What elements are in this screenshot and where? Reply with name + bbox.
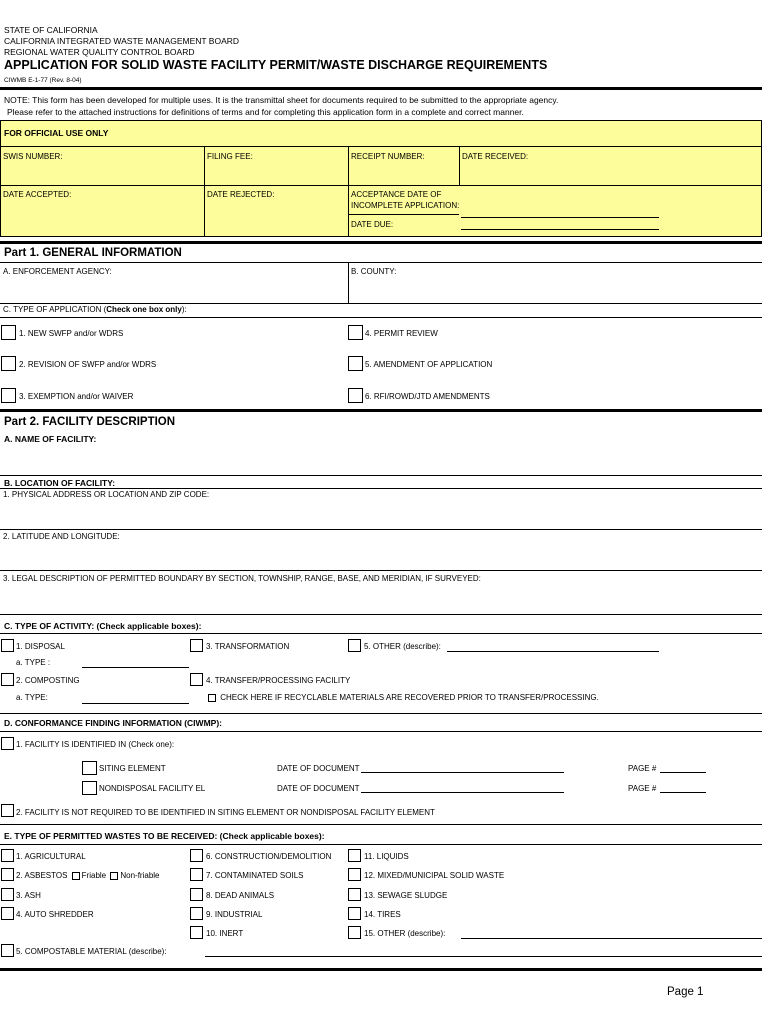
- divider: [0, 824, 762, 825]
- divider: [0, 241, 762, 244]
- acceptance-date-input[interactable]: [461, 217, 659, 218]
- enforcement-agency-label: A. ENFORCEMENT AGENCY:: [3, 267, 112, 276]
- divider: [0, 303, 762, 304]
- legal-description-label: 3. LEGAL DESCRIPTION OF PERMITTED BOUNDARY BY SECTION, TOWNSHIP, RANGE, BASE, AND MERIDIAN, IF SURVEYED:: [3, 574, 481, 583]
- other-activity-checkbox[interactable]: [348, 639, 361, 652]
- identified-label: 1. FACILITY IS IDENTIFIED IN (Check one):: [16, 740, 175, 749]
- amendment-checkbox[interactable]: [348, 356, 363, 371]
- siting-date-label: DATE OF DOCUMENT: [277, 764, 360, 773]
- filing-fee-label: FILING FEE:: [207, 152, 253, 161]
- revision-checkbox[interactable]: [1, 356, 16, 371]
- auto-shredder-label: 4. AUTO SHREDDER: [16, 910, 94, 919]
- recyclable-checkbox[interactable]: [208, 694, 216, 702]
- disposal-type-input[interactable]: [82, 667, 189, 668]
- divider: [0, 262, 762, 263]
- divider: [459, 146, 460, 185]
- siting-page-input[interactable]: [660, 772, 706, 773]
- sewage-sludge-checkbox[interactable]: [348, 888, 361, 901]
- form-id: CIWMB E-1-77 (Rev. 8-04): [4, 77, 82, 84]
- tires-checkbox[interactable]: [348, 907, 361, 920]
- official-use-title: FOR OFFICIAL USE ONLY: [4, 128, 109, 138]
- ash-label: 3. ASH: [16, 891, 41, 900]
- page-number: Page 1: [667, 986, 704, 998]
- contaminated-soils-label: 7. CONTAMINATED SOILS: [206, 871, 304, 880]
- nondisposal-page-input[interactable]: [660, 792, 706, 793]
- wastes-title: E. TYPE OF PERMITTED WASTES TO BE RECEIVED: (Check applicable boxes):: [4, 831, 325, 841]
- new-swfp-checkbox[interactable]: [1, 325, 16, 340]
- compostable-input[interactable]: [205, 956, 762, 957]
- agricultural-checkbox[interactable]: [1, 849, 14, 862]
- exemption-label: 3. EXEMPTION and/or WAIVER: [19, 392, 134, 401]
- transfer-label: 4. TRANSFER/PROCESSING FACILITY: [206, 676, 351, 685]
- identified-checkbox[interactable]: [1, 737, 14, 750]
- construction-checkbox[interactable]: [190, 849, 203, 862]
- mixed-municipal-checkbox[interactable]: [348, 868, 361, 881]
- legal-description-input[interactable]: [0, 614, 762, 615]
- permit-review-label: 4. PERMIT REVIEW: [365, 329, 438, 338]
- form-title: APPLICATION FOR SOLID WASTE FACILITY PERMIT/WASTE DISCHARGE REQUIREMENTS: [4, 58, 548, 72]
- amendment-label: 5. AMENDMENT OF APPLICATION: [365, 360, 493, 369]
- address-input[interactable]: [0, 529, 762, 530]
- type-of-application-label: C. TYPE OF APPLICATION (Check one box only):: [3, 305, 187, 314]
- conformance-title: D. CONFORMANCE FINDING INFORMATION (CIWMP):: [4, 718, 222, 728]
- inert-label: 10. INERT: [206, 929, 244, 938]
- divider: [204, 146, 205, 237]
- composting-label: 2. COMPOSTING: [16, 676, 80, 685]
- county-label: B. COUNTY:: [351, 267, 397, 276]
- asbestos-checkbox[interactable]: [1, 868, 14, 881]
- siting-date-input[interactable]: [361, 772, 564, 773]
- board-label: CALIFORNIA INTEGRATED WASTE MANAGEMENT BOARD: [4, 36, 240, 46]
- liquids-checkbox[interactable]: [348, 849, 361, 862]
- disposal-label: 1. DISPOSAL: [16, 642, 65, 651]
- tires-label: 14. TIRES: [364, 910, 401, 919]
- ash-checkbox[interactable]: [1, 888, 14, 901]
- agricultural-label: 1. AGRICULTURAL: [16, 852, 86, 861]
- siting-element-label: SITING ELEMENT: [99, 764, 166, 773]
- transformation-label: 3. TRANSFORMATION: [206, 642, 290, 651]
- location-label: B. LOCATION OF FACILITY:: [4, 478, 116, 488]
- rfi-label: 6. RFI/ROWD/JTD AMENDMENTS: [365, 392, 490, 401]
- lat-long-input[interactable]: [0, 570, 762, 571]
- other-waste-label: 15. OTHER (describe):: [364, 929, 446, 938]
- rfi-checkbox[interactable]: [348, 388, 363, 403]
- other-waste-checkbox[interactable]: [348, 926, 361, 939]
- address-label: 1. PHYSICAL ADDRESS OR LOCATION AND ZIP CODE:: [3, 490, 210, 499]
- divider: [0, 731, 762, 732]
- exemption-checkbox[interactable]: [1, 388, 16, 403]
- compostable-checkbox[interactable]: [1, 944, 14, 957]
- date-rejected-label: DATE REJECTED:: [207, 190, 275, 199]
- siting-element-checkbox[interactable]: [82, 761, 97, 775]
- nondisposal-page-label: PAGE #: [628, 784, 657, 793]
- recyclable-option: CHECK HERE IF RECYCLABLE MATERIALS ARE RECOVERED PRIOR TO TRANSFER/PROCESSING.: [206, 693, 599, 702]
- acceptance-date-label-1: ACCEPTANCE DATE OF: [351, 190, 442, 199]
- composting-type-label: a. TYPE:: [16, 693, 48, 702]
- lat-long-label: 2. LATITUDE AND LONGITUDE:: [3, 532, 120, 541]
- construction-label: 6. CONSTRUCTION/DEMOLITION: [206, 852, 332, 861]
- divider: [348, 262, 349, 303]
- new-swfp-label: 1. NEW SWFP and/or WDRS: [19, 329, 124, 338]
- acceptance-date-label-2: INCOMPLETE APPLICATION:: [351, 201, 460, 210]
- nondisposal-checkbox[interactable]: [82, 781, 97, 795]
- divider: [0, 968, 762, 971]
- part2-title: Part 2. FACILITY DESCRIPTION: [4, 416, 176, 428]
- dead-animals-checkbox[interactable]: [190, 888, 203, 901]
- asbestos-label: 2. ASBESTOS Friable Non-friable: [16, 871, 160, 880]
- nondisposal-date-label: DATE OF DOCUMENT: [277, 784, 360, 793]
- compostable-label: 5. COMPOSTABLE MATERIAL (describe):: [16, 947, 167, 956]
- inert-checkbox[interactable]: [190, 926, 203, 939]
- industrial-label: 9. INDUSTRIAL: [206, 910, 263, 919]
- not-required-checkbox[interactable]: [1, 804, 14, 817]
- other-activity-input[interactable]: [447, 651, 659, 652]
- date-accepted-label: DATE ACCEPTED:: [3, 190, 72, 199]
- auto-shredder-checkbox[interactable]: [1, 907, 14, 920]
- composting-checkbox[interactable]: [1, 673, 14, 686]
- transfer-checkbox[interactable]: [190, 673, 203, 686]
- nondisposal-date-input[interactable]: [361, 792, 564, 793]
- revision-label: 2. REVISION OF SWFP and/or WDRS: [19, 360, 157, 369]
- dead-animals-label: 8. DEAD ANIMALS: [206, 891, 275, 900]
- date-received-label: DATE RECEIVED:: [462, 152, 529, 161]
- part1-title: Part 1. GENERAL INFORMATION: [4, 247, 182, 259]
- nonfriable-checkbox[interactable]: [110, 872, 118, 880]
- state-label: STATE OF CALIFORNIA: [4, 25, 98, 35]
- disposal-type-label: a. TYPE :: [16, 658, 51, 667]
- water-board-label: REGIONAL WATER QUALITY CONTROL BOARD: [4, 47, 195, 57]
- contaminated-soils-checkbox[interactable]: [190, 868, 203, 881]
- swis-number-label: SWIS NUMBER:: [3, 152, 63, 161]
- friable-checkbox[interactable]: [72, 872, 80, 880]
- other-waste-input[interactable]: [461, 938, 762, 939]
- facility-name-label: A. NAME OF FACILITY:: [4, 434, 97, 444]
- mixed-municipal-label: 12. MIXED/MUNICIPAL SOLID WASTE: [364, 871, 505, 880]
- note-line-2: Please refer to the attached instructions for definitions of terms and for completing this application form in a complete and correct manner.: [7, 107, 524, 117]
- date-due-input[interactable]: [461, 229, 659, 230]
- divider: [0, 317, 762, 318]
- divider: [348, 214, 459, 215]
- nondisposal-label: NONDISPOSAL FACILITY EL: [99, 784, 206, 793]
- divider: [0, 146, 762, 147]
- divider: [0, 713, 762, 714]
- divider: [0, 844, 762, 845]
- transformation-checkbox[interactable]: [190, 639, 203, 652]
- facility-name-input[interactable]: [0, 475, 762, 476]
- divider: [0, 185, 762, 186]
- divider: [0, 87, 762, 90]
- activity-title: C. TYPE OF ACTIVITY: (Check applicable boxes):: [4, 621, 202, 631]
- note-line-1: NOTE: This form has been developed for multiple uses. It is the transmittal sheet for documents required to be submitted to the appropriate agency.: [4, 95, 559, 105]
- permit-review-checkbox[interactable]: [348, 325, 363, 340]
- sewage-sludge-label: 13. SEWAGE SLUDGE: [364, 891, 448, 900]
- disposal-checkbox[interactable]: [1, 639, 14, 652]
- divider: [0, 488, 762, 489]
- divider: [348, 146, 349, 237]
- date-due-label: DATE DUE:: [351, 220, 394, 229]
- siting-page-label: PAGE #: [628, 764, 657, 773]
- composting-type-input[interactable]: [82, 703, 189, 704]
- divider: [0, 633, 762, 634]
- industrial-checkbox[interactable]: [190, 907, 203, 920]
- other-activity-label: 5. OTHER (describe):: [364, 642, 441, 651]
- receipt-number-label: RECEIPT NUMBER:: [351, 152, 425, 161]
- divider: [0, 409, 762, 412]
- not-required-label: 2. FACILITY IS NOT REQUIRED TO BE IDENTIFIED IN SITING ELEMENT OR NONDISPOSAL FACILITY ELEMENT: [16, 808, 435, 817]
- liquids-label: 11. LIQUIDS: [364, 852, 409, 861]
